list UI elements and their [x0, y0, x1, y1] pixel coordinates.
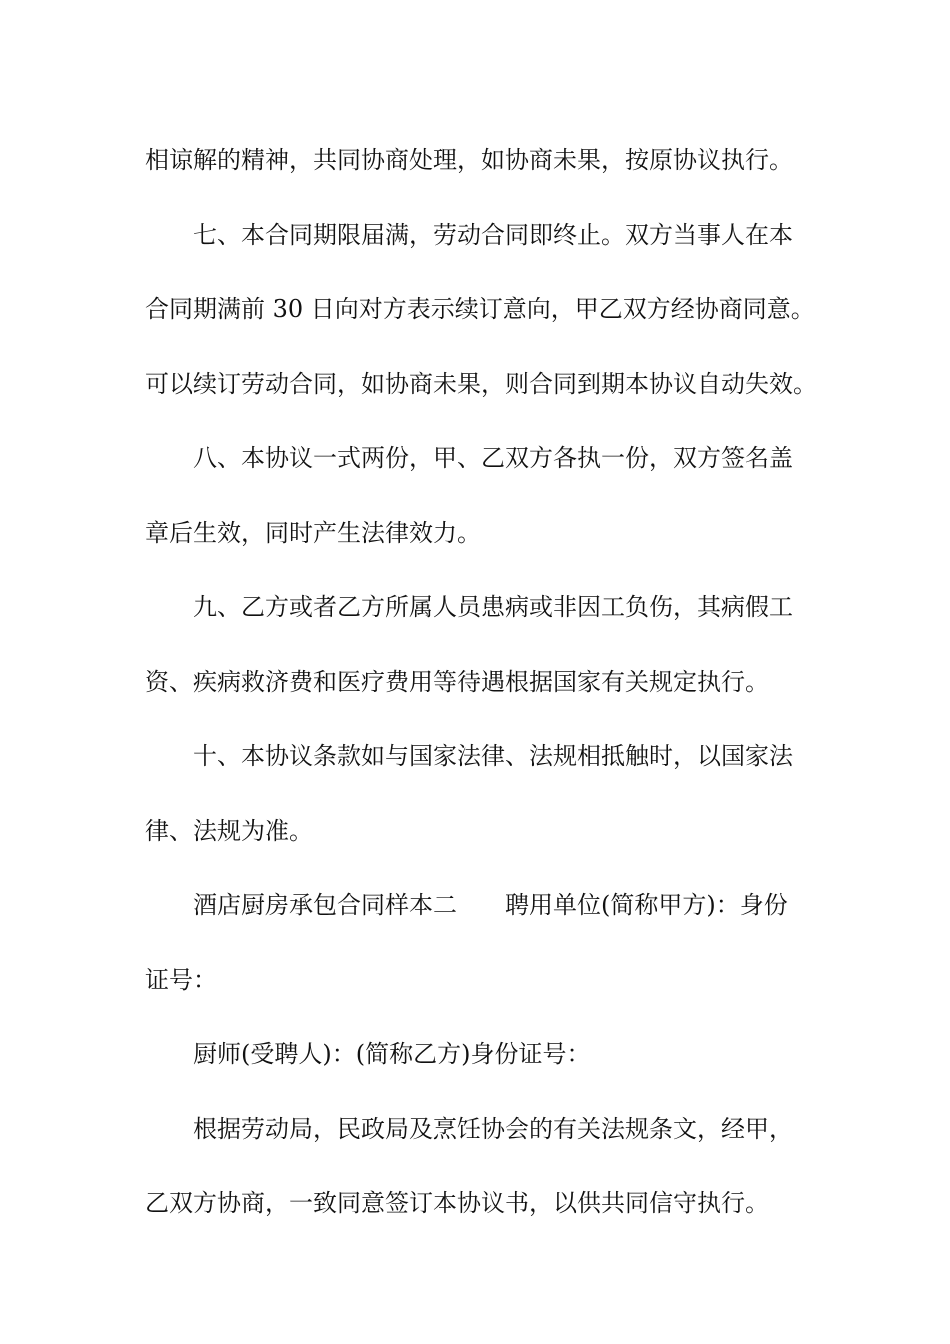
paragraph-line: 根据劳动局，民政局及烹饪协会的有关法规条文，经甲，: [193, 1114, 793, 1143]
document-body: [145, 123, 817, 1241]
paragraph-line: 律、法规为准。: [145, 816, 313, 845]
clause-nine-line: 九、乙方或者乙方所属人员患病或非因工负伤，其病假工: [193, 593, 793, 621]
sample-two-heading-line: [145, 868, 810, 943]
sample-two-title: 酒店厨房承包合同样本二: [193, 891, 457, 919]
paragraph-line: 资、疾病救济费和医疗费用等待遇根据国家有关规定执行。: [145, 667, 769, 696]
clause-eight-line: 八、本协议一式两份，甲、乙双方各执一份，双方签名盖: [193, 444, 793, 472]
paragraph-line: 乙双方协商，一致同意签订本协议书，以供共同信守执行。: [145, 1189, 769, 1217]
paragraph-line: 合同期满前 30 日向对方表示续订意向，甲乙双方经协商同意。: [145, 295, 815, 323]
employer-field-label: 聘用单位(简称甲方)：身份: [505, 891, 788, 919]
clause-seven-line: 七、本合同期限届满，劳动合同即终止。双方当事人在本: [193, 220, 793, 249]
paragraph-line: 可以续订劳动合同，如协商未果，则合同到期本协议自动失效。: [145, 369, 817, 398]
paragraph-line: 相谅解的精神，共同协商处理，如协商未果，按原协议执行。: [145, 146, 793, 174]
chef-field-label: 厨师(受聘人)：(简称乙方)身份证号：: [193, 1040, 591, 1068]
paragraph-line: 章后生效，同时产生法律效力。: [145, 518, 481, 547]
id-number-label: 证号：: [145, 965, 217, 994]
clause-ten-line: 十、本协议条款如与国家法律、法规相抵触时，以国家法: [193, 742, 793, 770]
